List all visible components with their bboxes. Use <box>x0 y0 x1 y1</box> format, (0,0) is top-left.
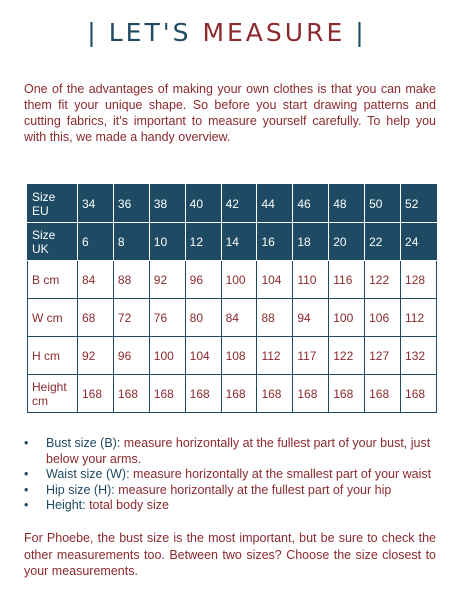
table-cell: 44 <box>257 185 293 223</box>
table-cell: 12 <box>185 223 221 261</box>
table-cell: 168 <box>329 375 365 413</box>
definition-text: measure horizontally at the fullest part of your bust, just below your arms. <box>46 436 431 466</box>
table-row-size-uk <box>28 223 437 261</box>
definition-text: measure horizontally at the smallest part of your waist <box>129 467 432 481</box>
table-row-bust <box>28 261 437 299</box>
table-cell: 34 <box>78 185 114 223</box>
table-cell: 100 <box>221 261 257 299</box>
definition-term: Bust size (B): <box>46 436 121 450</box>
table-cell: 50 <box>365 185 401 223</box>
table-cell: 80 <box>185 299 221 337</box>
table-cell: 84 <box>78 261 114 299</box>
table-cell: 14 <box>221 223 257 261</box>
table-cell: 88 <box>113 261 149 299</box>
measurement-definitions <box>22 436 442 514</box>
table-cell: 84 <box>221 299 257 337</box>
intro-paragraph: One of the advantages of making your own clothes is that you can make them fit your unique shape. So before you start drawing patterns and cutting fabrics, it's important to measure yourself carefully. To help you with this, we made a handy overview. <box>24 82 436 144</box>
table-cell: 24 <box>401 223 437 261</box>
row-label: W cm <box>28 299 78 337</box>
table-cell: 20 <box>329 223 365 261</box>
table-cell: 168 <box>78 375 114 413</box>
table-cell: 68 <box>78 299 114 337</box>
table-cell: 100 <box>149 337 185 375</box>
row-label: Size EU <box>28 185 78 223</box>
table-cell: 112 <box>401 299 437 337</box>
table-cell: 8 <box>113 223 149 261</box>
row-label: Height cm <box>28 375 78 413</box>
bullet: • <box>24 467 29 481</box>
table-cell: 104 <box>257 261 293 299</box>
size-chart-table <box>27 184 437 413</box>
list-item <box>22 498 442 514</box>
table-cell: 168 <box>185 375 221 413</box>
definition-text: measure horizontally at the fullest part of your hip <box>114 482 392 497</box>
table-cell: 94 <box>293 299 329 337</box>
table-cell: 110 <box>293 261 329 299</box>
table-cell: 52 <box>401 185 437 223</box>
bullet: • <box>24 498 29 512</box>
table-cell: 117 <box>293 337 329 375</box>
table-cell: 168 <box>293 375 329 413</box>
table-cell: 168 <box>113 375 149 413</box>
list-item <box>22 483 442 499</box>
table-cell: 116 <box>329 261 365 299</box>
table-cell: 92 <box>149 261 185 299</box>
table-cell: 128 <box>401 261 437 299</box>
table-cell: 168 <box>365 375 401 413</box>
table-row-height <box>28 375 437 413</box>
row-label: Size UK <box>28 223 78 261</box>
table-cell: 46 <box>293 185 329 223</box>
table-cell: 108 <box>221 337 257 375</box>
row-label: B cm <box>28 261 78 299</box>
page-title <box>0 18 454 47</box>
table-cell: 10 <box>149 223 185 261</box>
closing-paragraph: For Phoebe, the bust size is the most important, but be sure to check the other measurements too. Between two sizes? Choose the size closest to your measurements. <box>24 531 436 578</box>
title-measure: MEASURE <box>202 18 346 47</box>
table-cell: 6 <box>78 223 114 261</box>
table-cell: 168 <box>257 375 293 413</box>
definition-term: Waist size (W): <box>46 467 130 481</box>
table-cell: 38 <box>149 185 185 223</box>
table-cell: 168 <box>401 375 437 413</box>
bullet: • <box>24 482 29 497</box>
table-cell: 127 <box>365 337 401 375</box>
table-cell: 42 <box>221 185 257 223</box>
table-cell: 18 <box>293 223 329 261</box>
title-left-bar: | <box>87 18 99 47</box>
table-cell: 96 <box>113 337 149 375</box>
list-item <box>22 436 442 467</box>
table-cell: 36 <box>113 185 149 223</box>
table-cell: 112 <box>257 337 293 375</box>
table-cell: 88 <box>257 299 293 337</box>
table-cell: 106 <box>365 299 401 337</box>
bullet: • <box>24 436 29 450</box>
table-cell: 168 <box>149 375 185 413</box>
table-row-waist <box>28 299 437 337</box>
table-cell: 92 <box>78 337 114 375</box>
table-cell: 72 <box>113 299 149 337</box>
table-cell: 122 <box>329 337 365 375</box>
table-row-size-eu <box>28 185 437 223</box>
definition-term: Height: <box>46 498 86 512</box>
table-cell: 122 <box>365 261 401 299</box>
title-lets: LET'S <box>108 18 192 47</box>
table-cell: 168 <box>221 375 257 413</box>
definition-term: Hip size (H): <box>46 482 115 497</box>
table-cell: 132 <box>401 337 437 375</box>
table-cell: 100 <box>329 299 365 337</box>
title-right-bar: | <box>355 18 367 47</box>
list-item <box>22 467 442 483</box>
table-cell: 22 <box>365 223 401 261</box>
table-cell: 76 <box>149 299 185 337</box>
row-label: H cm <box>28 337 78 375</box>
table-cell: 96 <box>185 261 221 299</box>
table-cell: 16 <box>257 223 293 261</box>
table-row-hip <box>28 337 437 375</box>
table-cell: 40 <box>185 185 221 223</box>
table-cell: 48 <box>329 185 365 223</box>
definition-text: total body size <box>85 498 169 512</box>
table-cell: 104 <box>185 337 221 375</box>
